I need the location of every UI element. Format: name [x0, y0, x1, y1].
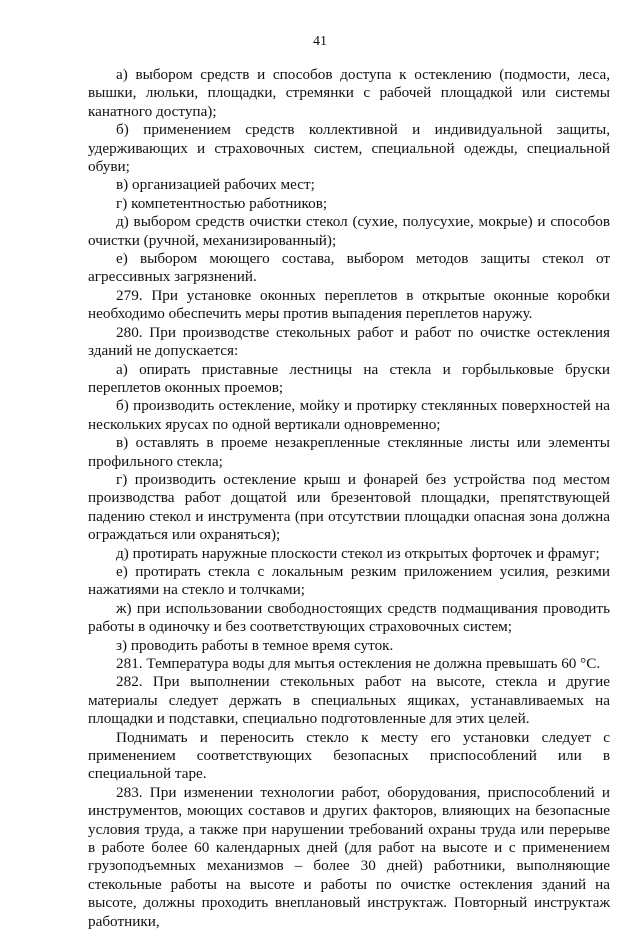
paragraph: в) оставлять в проеме незакрепленные стеклянные листы или элементы профильного стекла;: [88, 434, 610, 470]
paragraph: д) выбором средств очистки стекол (сухие, полусухие, мокрые) и способов очистки (ручной, механизированный);: [88, 213, 610, 249]
paragraph: з) проводить работы в темное время суток.: [116, 636, 394, 654]
document-body: [88, 66, 610, 931]
paragraph: Поднимать и переносить стекло к месту его установки следует с применением соответствующих безопасных приспособлений или в специальной таре.: [88, 728, 610, 783]
paragraph: г) производить остекление крыш и фонарей без устройства под местом производства работ дощатой или брезентовой площадки, препятствующей падению стекол и инструмента (при отсутствии площадки опасная зона должна ограждаться или охраняться);: [88, 470, 610, 544]
paragraph: 281. Температура воды для мытья остекления не должна превышать 60 °С.: [116, 655, 601, 672]
paragraph: 282. При выполнении стекольных работ на высоте, стекла и другие материалы следует держать в специальных ящиках, устанавливаемых на площадки и подставки, специально подготовленные для этих целей.: [88, 673, 610, 728]
paragraph: в) организацией рабочих мест;: [116, 176, 315, 194]
paragraph: д) протирать наружные плоскости стекол из открытых форточек и фрамуг;: [116, 544, 600, 562]
paragraph: б) производить остекление, мойку и протирку стеклянных поверхностей на нескольких ярусах по одной вертикали одновременно;: [88, 397, 610, 433]
paragraph: а) опирать приставные лестницы на стекла и горбыльковые бруски переплетов оконных проемов;: [88, 360, 610, 396]
paragraph: е) протирать стекла с локальным резким приложением усилия, резкими нажатиями на стекло и толчками;: [88, 562, 610, 599]
paragraph: 280. При производстве стекольных работ и работ по очистке остекления зданий не допускается:: [88, 323, 610, 360]
paragraph: е) выбором моющего состава, выбором методов защиты стекол от агрессивных загрязнений.: [88, 250, 610, 286]
paragraph: 283. При изменении технологии работ, оборудования, приспособлений и инструментов, моющих составов и других факторов, влияющих на безопасные условия труда, а также при нарушении требований охраны труда или перерыве в работе более 60 календарных дней (для работ на высоте и с применением грузоподъемных механизмов – более 30 дней) работники, выполняющие стекольные работы на высоте и работы по очистке остекления зданий на высоте, должны проходить внеплановый инструктаж. Повторный инструктаж работники,: [88, 783, 610, 930]
paragraph: г) компетентностью работников;: [116, 194, 328, 212]
page-number: 41: [313, 34, 327, 49]
paragraph: ж) при использовании свободностоящих средств подмащивания проводить работы в одиночку и без соответствующих страховочных систем;: [88, 599, 610, 636]
paragraph: 279. При установке оконных переплетов в открытые оконные коробки необходимо обеспечить меры против выпадения переплетов наружу.: [88, 286, 610, 323]
paragraph: а) выбором средств и способов доступа к остеклению (подмости, леса, вышки, люльки, площадки, стремянки с рабочей площадкой или системы канатного доступа);: [88, 66, 610, 120]
paragraph: б) применением средств коллективной и индивидуальной защиты, удерживающих и страховочных систем, специальной одежды, специальной обуви;: [88, 121, 610, 176]
